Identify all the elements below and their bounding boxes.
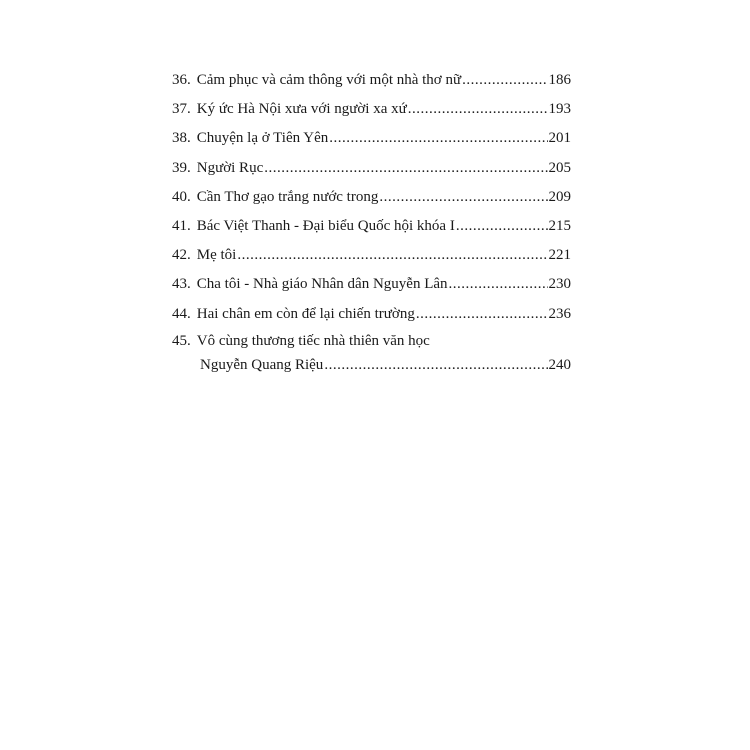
toc-entry-number: 44. (172, 305, 191, 322)
toc-entry-page: 230 (548, 276, 571, 293)
toc-entry-44 (172, 300, 571, 329)
toc-entry-title: Mẹ tôi (196, 247, 237, 264)
toc-entry-41 (172, 212, 571, 241)
dot-leader (264, 154, 547, 183)
dot-leader (329, 124, 547, 153)
dot-leader (324, 353, 547, 377)
toc-entry-45-continuation (172, 353, 571, 377)
toc-entry-title-line-2: Nguyễn Quang Riệu (200, 356, 324, 373)
toc-entry-title: Hai chân em còn để lại chiến trường (196, 305, 415, 322)
toc-entry-40 (172, 183, 571, 212)
dot-leader (456, 212, 548, 241)
toc-entry-number: 45. (172, 332, 191, 349)
toc-entry-title: Ký ức Hà Nội xưa với người xa xứ (196, 101, 407, 118)
toc-entry-page: 209 (548, 188, 571, 205)
dot-leader (449, 270, 548, 299)
toc-entry-page: 205 (548, 159, 571, 176)
toc-entry-number: 39. (172, 159, 191, 176)
toc-entry-title: Cảm phục và cảm thông với một nhà thơ nữ (196, 72, 462, 88)
toc-entry-page: 186 (548, 72, 571, 88)
toc-entry-number: 43. (172, 276, 191, 293)
toc-entry-page: 215 (548, 217, 571, 234)
toc-entry-page: 240 (548, 356, 571, 373)
toc-entry-37 (172, 95, 571, 124)
toc-entry-page: 201 (548, 130, 571, 147)
toc-entry-number: 40. (172, 188, 191, 205)
toc-entry-number: 38. (172, 130, 191, 147)
toc-entry-number: 37. (172, 101, 191, 118)
toc-entry-42 (172, 241, 571, 270)
dot-leader (379, 183, 547, 212)
dot-leader (408, 95, 548, 124)
toc-entry-page: 193 (548, 101, 571, 118)
toc-entry-38 (172, 124, 571, 153)
table-of-contents (172, 66, 571, 377)
toc-entry-39 (172, 154, 571, 183)
toc-entry-title: Chuyện lạ ở Tiên Yên (196, 130, 329, 147)
toc-entry-45 (172, 329, 571, 353)
toc-entry-number: 41. (172, 217, 191, 234)
toc-entry-page: 221 (548, 247, 571, 264)
toc-entry-title-line-1: Vô cùng thương tiếc nhà thiên văn học (196, 332, 430, 349)
toc-entry-title: Cần Thơ gạo trắng nước trong (196, 188, 379, 205)
toc-entry-number: 36. (172, 72, 191, 88)
toc-entry-title: Cha tôi - Nhà giáo Nhân dân Nguyễn Lân (196, 276, 448, 293)
toc-entry-title: Bác Việt Thanh - Đại biểu Quốc hội khóa I (196, 217, 455, 234)
dot-leader (237, 241, 547, 270)
toc-entry-title: Người Rục (196, 159, 264, 176)
dot-leader (416, 300, 548, 329)
toc-entry-number: 42. (172, 247, 191, 264)
toc-entry-page: 236 (548, 305, 571, 322)
toc-entry-36 (172, 66, 571, 95)
dot-leader (462, 66, 547, 95)
toc-entry-43 (172, 270, 571, 299)
